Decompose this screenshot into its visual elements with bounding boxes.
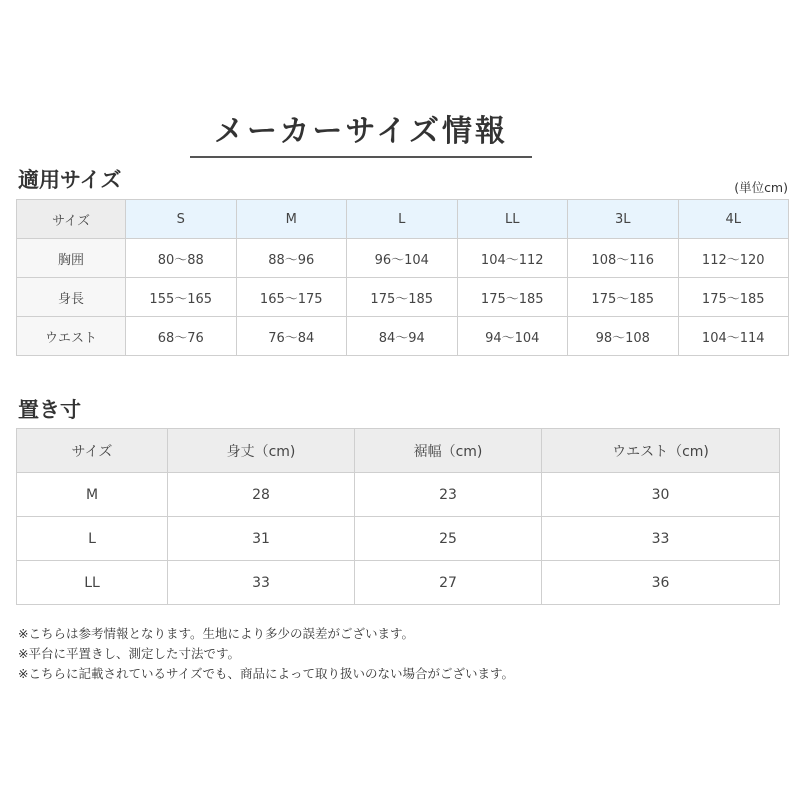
row-label: LL <box>17 561 168 605</box>
table-cell: 25 <box>355 517 542 561</box>
notes <box>18 624 514 684</box>
table-cell: 175〜185 <box>678 278 789 317</box>
table-cell: 80〜88 <box>126 239 237 278</box>
table-cell: 30 <box>542 473 780 517</box>
applicable-size-table <box>16 199 789 356</box>
row-label: 身長 <box>17 278 126 317</box>
note-line: ※こちらは参考情報となります。生地により多少の誤差がございます。 <box>18 626 414 641</box>
table-cell: 33 <box>542 517 780 561</box>
note-line: ※平台に平置きし、測定した寸法です。 <box>18 646 240 661</box>
table-header-row <box>17 429 780 473</box>
table-row <box>17 278 789 317</box>
section-title-applicable-size: 適用サイズ <box>18 168 122 192</box>
section-title-flat-measurements: 置き寸 <box>18 398 81 422</box>
unit-note: (単位cm) <box>734 180 788 195</box>
table-cell: 175〜185 <box>568 278 679 317</box>
flat-measurement-table <box>16 428 780 605</box>
header-cell: 裾幅（cm) <box>355 429 542 473</box>
row-label: 胸囲 <box>17 239 126 278</box>
row-label: L <box>17 517 168 561</box>
table-cell: 23 <box>355 473 542 517</box>
row-label: ウエスト <box>17 317 126 356</box>
table-row <box>17 317 789 356</box>
table-header-row <box>17 200 789 239</box>
table-cell: 155〜165 <box>126 278 237 317</box>
table-cell: 84〜94 <box>347 317 458 356</box>
header-cell: LL <box>457 200 568 239</box>
table-cell: 104〜112 <box>457 239 568 278</box>
table-row <box>17 473 780 517</box>
table-cell: 36 <box>542 561 780 605</box>
table-row <box>17 517 780 561</box>
header-cell: S <box>126 200 237 239</box>
table-cell: 175〜185 <box>457 278 568 317</box>
header-cell: M <box>236 200 347 239</box>
table-cell: 165〜175 <box>236 278 347 317</box>
table-cell: 175〜185 <box>347 278 458 317</box>
table-cell: 98〜108 <box>568 317 679 356</box>
table-cell: 112〜120 <box>678 239 789 278</box>
header-cell: 4L <box>678 200 789 239</box>
header-cell: サイズ <box>17 200 126 239</box>
table-cell: 31 <box>168 517 355 561</box>
table-cell: 108〜116 <box>568 239 679 278</box>
table-cell: 96〜104 <box>347 239 458 278</box>
table-cell: 76〜84 <box>236 317 347 356</box>
header-cell: L <box>347 200 458 239</box>
table-cell: 27 <box>355 561 542 605</box>
table-cell: 28 <box>168 473 355 517</box>
table-cell: 94〜104 <box>457 317 568 356</box>
row-label: M <box>17 473 168 517</box>
header-cell: ウエスト（cm) <box>542 429 780 473</box>
table-row <box>17 561 780 605</box>
table-cell: 68〜76 <box>126 317 237 356</box>
page-title: メーカーサイズ情報 <box>190 108 532 158</box>
table-cell: 104〜114 <box>678 317 789 356</box>
note-line: ※こちらに記載されているサイズでも、商品によって取り扱いのない場合がございます。 <box>18 666 514 681</box>
header-cell: 身丈（cm) <box>168 429 355 473</box>
header-cell: サイズ <box>17 429 168 473</box>
table-row <box>17 239 789 278</box>
table-cell: 88〜96 <box>236 239 347 278</box>
table-cell: 33 <box>168 561 355 605</box>
header-cell: 3L <box>568 200 679 239</box>
